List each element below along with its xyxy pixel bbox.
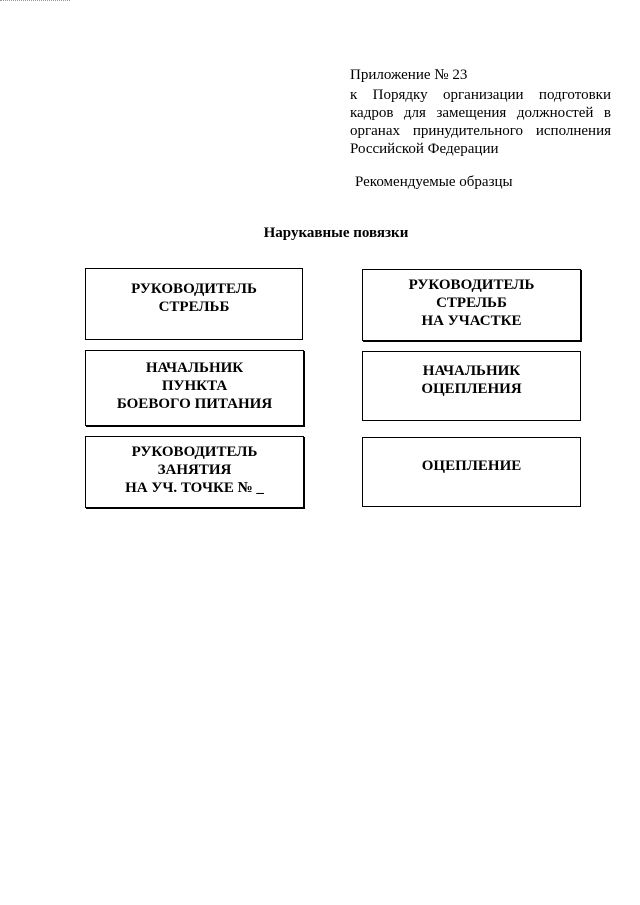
armband-text: РУКОВОДИТЕЛЬ СТРЕЛЬБ (131, 281, 257, 315)
armband-text: НАЧАЛЬНИК ПУНКТА БОЕВОГО ПИТАНИЯ (116, 360, 273, 412)
section-heading: Нарукавные повязки (263, 225, 409, 241)
armband-cordon-chief (362, 351, 581, 421)
armband-cordon (362, 437, 581, 507)
armband-text: ОЦЕПЛЕНИЕ (421, 458, 522, 474)
armband-shooting-leader (85, 268, 303, 340)
appendix-header (350, 66, 611, 158)
armband-text: РУКОВОДИТЕЛЬ СТРЕЛЬБ НА УЧАСТКЕ (408, 277, 535, 329)
armband-shooting-leader-area (362, 269, 581, 341)
armband-ammo-point-chief (85, 350, 304, 426)
appendix-title: Приложение № 23 (350, 67, 468, 83)
recommended-samples-label: Рекомендуемые образцы (355, 174, 513, 190)
scan-edge-mark (0, 0, 70, 1)
armband-text: РУКОВОДИТЕЛЬ ЗАНЯТИЯ НА УЧ. ТОЧКЕ № _ (125, 444, 264, 496)
armband-text: НАЧАЛЬНИК ОЦЕПЛЕНИЯ (421, 363, 522, 397)
armband-training-leader (85, 436, 304, 508)
appendix-text: к Порядку организации подготовки кадров для замещения должностей в органах принудительного исполнения Российской Федерации (350, 87, 611, 157)
